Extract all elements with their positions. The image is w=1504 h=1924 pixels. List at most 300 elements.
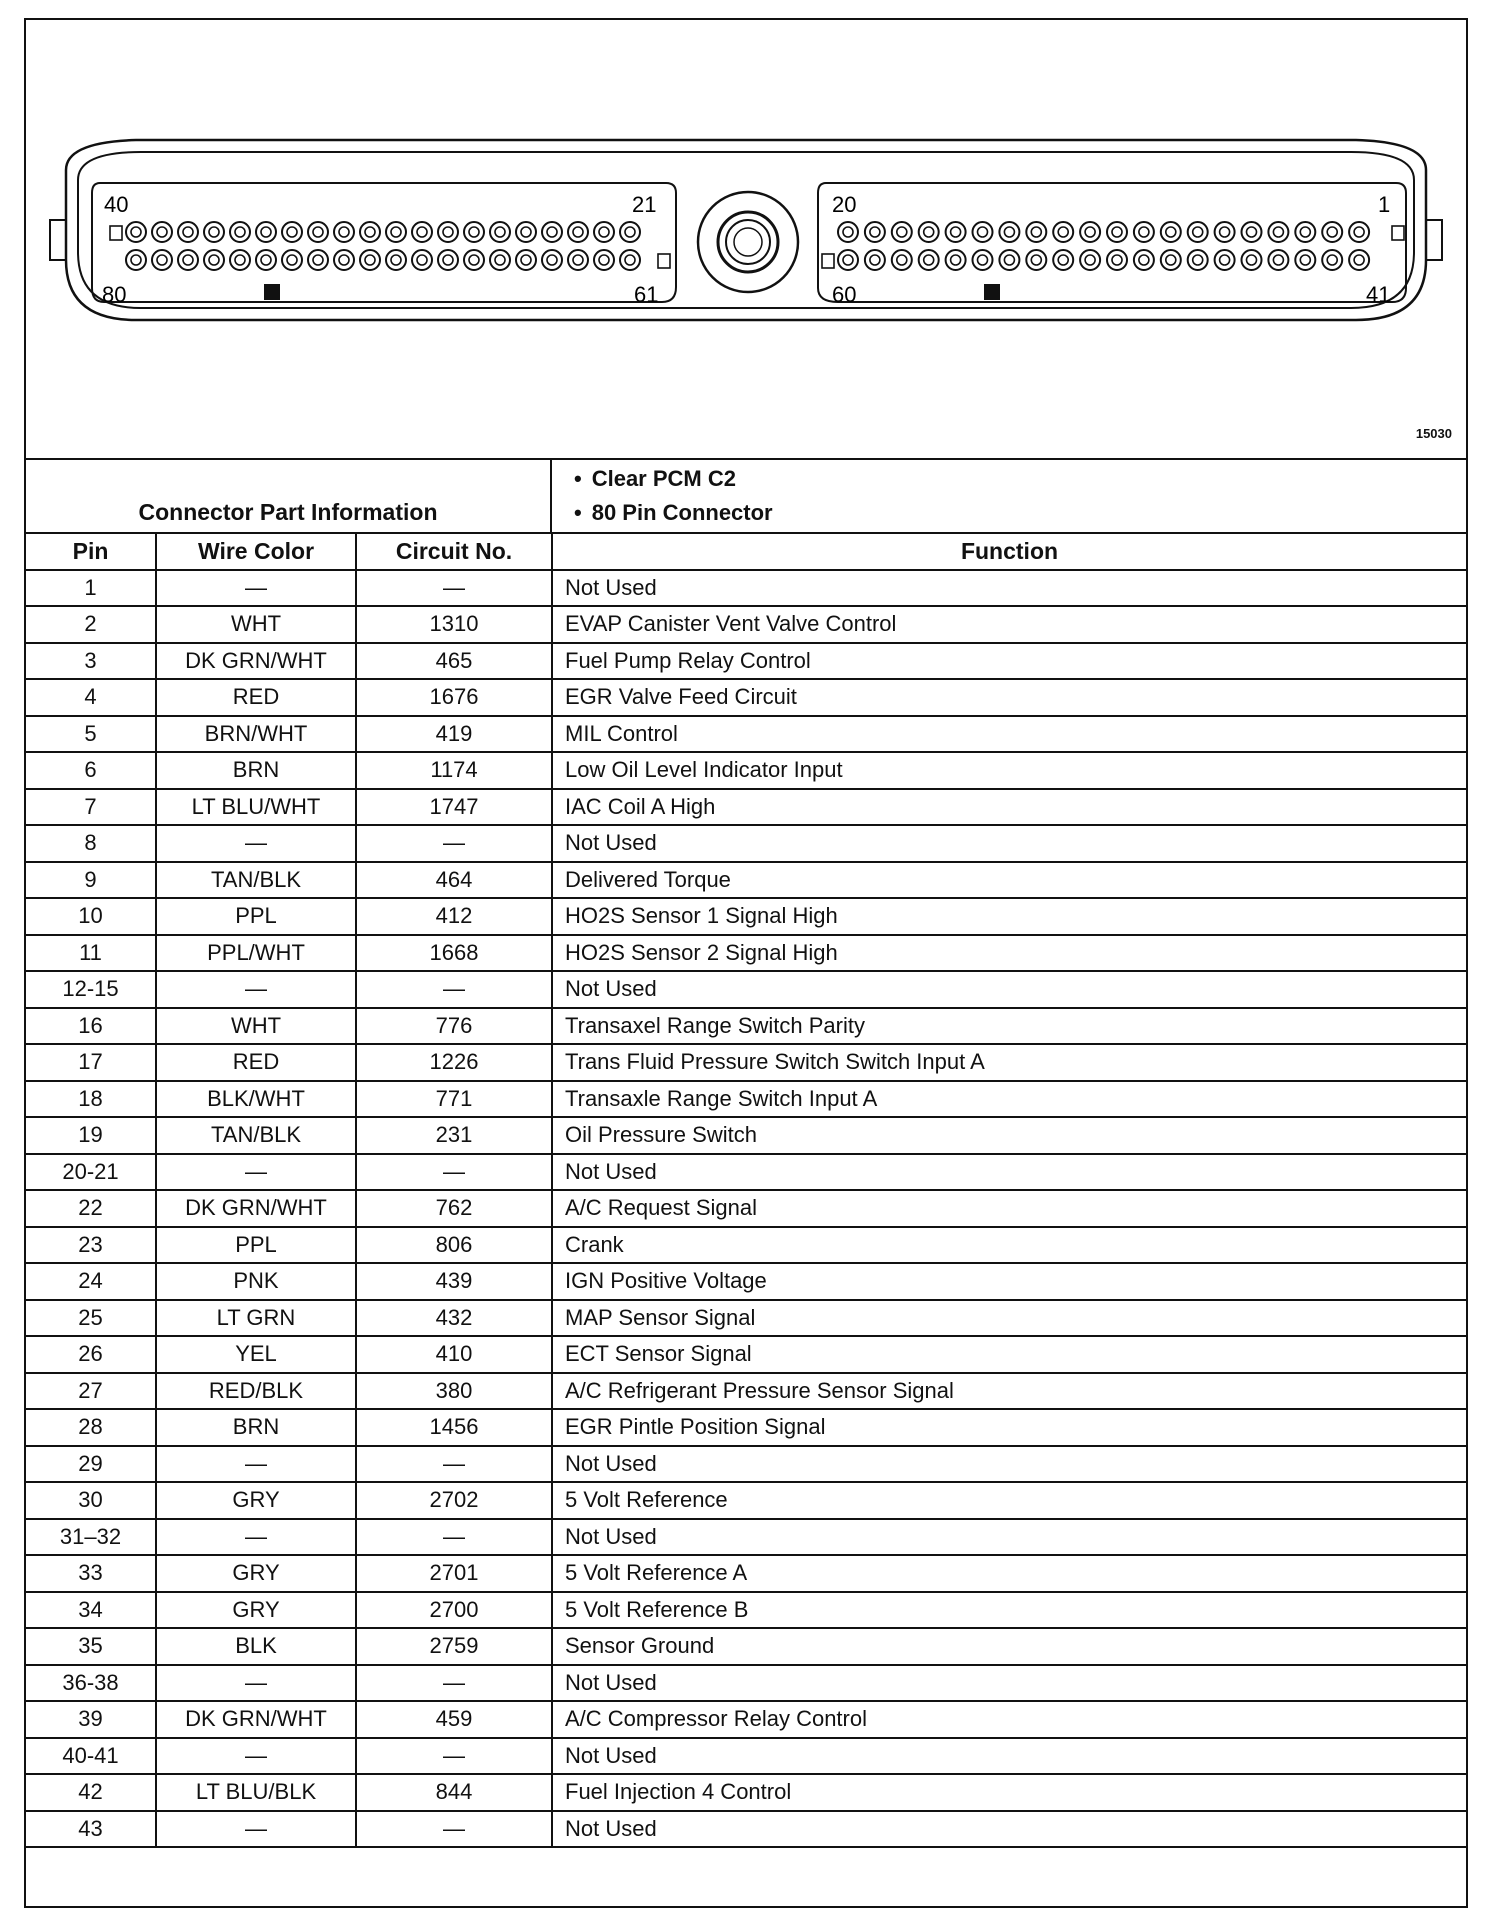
cell-circuit-no: 2701 [356, 1555, 552, 1592]
part-info-title: Connector Part Information [138, 499, 438, 525]
pin-socket [919, 250, 939, 270]
cell-function: Not Used [552, 1154, 1466, 1191]
cell-wire-color: BLK/WHT [156, 1081, 356, 1118]
pin-socket [865, 222, 885, 242]
cell-wire-color: — [156, 825, 356, 862]
pin-socket-core [573, 255, 583, 265]
cell-circuit-no: 1226 [356, 1044, 552, 1081]
pin-socket-core [843, 227, 853, 237]
pin-socket [1215, 222, 1235, 242]
header-pin: Pin [26, 533, 156, 570]
pin-socket [999, 250, 1019, 270]
pin-socket [999, 222, 1019, 242]
cell-wire-color: BLK [156, 1628, 356, 1665]
pin-socket-core [924, 227, 934, 237]
pin-socket-core [625, 255, 635, 265]
cell-wire-color: PPL [156, 1227, 356, 1264]
cell-pin: 35 [26, 1628, 156, 1665]
cell-wire-color: — [156, 1519, 356, 1556]
cell-pin: 3 [26, 643, 156, 680]
cell-function: Fuel Injection 4 Control [552, 1774, 1466, 1811]
pin-socket-core [599, 255, 609, 265]
pin-socket-core [1058, 255, 1068, 265]
cell-circuit-no: 380 [356, 1373, 552, 1410]
pin-socket-core [443, 227, 453, 237]
table-row [26, 1701, 1466, 1738]
table-row [26, 1300, 1466, 1337]
pin-socket [386, 250, 406, 270]
part-info-cell [26, 458, 552, 532]
table-row [26, 1555, 1466, 1592]
connector-diagram [26, 20, 1466, 460]
pin-table [26, 532, 1466, 1848]
cell-wire-color: PPL/WHT [156, 935, 356, 972]
pin-socket [838, 250, 858, 270]
pin-socket-core [1139, 255, 1149, 265]
pin-socket-core [521, 255, 531, 265]
cell-function: Not Used [552, 1665, 1466, 1702]
header-function: Function [552, 533, 1466, 570]
cell-function: MIL Control [552, 716, 1466, 753]
pin-socket [1107, 222, 1127, 242]
cell-pin: 31–32 [26, 1519, 156, 1556]
cell-function: Not Used [552, 825, 1466, 862]
pin-socket-core [391, 227, 401, 237]
cell-circuit-no: 2759 [356, 1628, 552, 1665]
table-row [26, 971, 1466, 1008]
cell-function: EVAP Canister Vent Valve Control [552, 606, 1466, 643]
pin-socket-core [951, 255, 961, 265]
pin-socket-core [131, 227, 141, 237]
pin-socket [230, 250, 250, 270]
cell-function: EGR Valve Feed Circuit [552, 679, 1466, 716]
pin-socket-core [1112, 255, 1122, 265]
pin-socket-core [235, 227, 245, 237]
pin-label-40: 40 [104, 192, 129, 217]
pin-socket [620, 222, 640, 242]
pin-socket-core [924, 255, 934, 265]
cell-wire-color: BRN [156, 1409, 356, 1446]
table-row [26, 752, 1466, 789]
pin-socket [594, 222, 614, 242]
table-row [26, 1227, 1466, 1264]
cell-wire-color: — [156, 1665, 356, 1702]
pin-socket [946, 222, 966, 242]
pin-socket [1188, 250, 1208, 270]
pin-socket [126, 250, 146, 270]
cell-function: Not Used [552, 570, 1466, 607]
cell-pin: 39 [26, 1701, 156, 1738]
pin-socket-core [495, 227, 505, 237]
pin-socket [178, 250, 198, 270]
cell-wire-color: BRN [156, 752, 356, 789]
pin-socket [892, 250, 912, 270]
pin-socket-core [417, 227, 427, 237]
pin-label-20: 20 [832, 192, 857, 217]
cell-pin: 42 [26, 1774, 156, 1811]
pin-socket-core [1354, 255, 1364, 265]
pin-socket-core [183, 255, 193, 265]
cell-circuit-no: 1747 [356, 789, 552, 826]
cell-function: Crank [552, 1227, 1466, 1264]
table-row [26, 898, 1466, 935]
pin-socket-core [131, 255, 141, 265]
cell-pin: 6 [26, 752, 156, 789]
pin-label-80: 80 [102, 282, 127, 307]
figure-id: 15030 [1415, 426, 1452, 441]
cell-wire-color: PNK [156, 1263, 356, 1300]
cell-pin: 23 [26, 1227, 156, 1264]
cell-pin: 25 [26, 1300, 156, 1337]
pin-socket-core [547, 255, 557, 265]
table-row [26, 1336, 1466, 1373]
pin-socket-core [443, 255, 453, 265]
cell-function: IGN Positive Voltage [552, 1263, 1466, 1300]
pin-socket [1026, 222, 1046, 242]
pin-socket [946, 250, 966, 270]
pin-socket [126, 222, 146, 242]
pin-socket-core [1354, 227, 1364, 237]
cell-circuit-no: — [356, 1446, 552, 1483]
pin-socket [256, 222, 276, 242]
cell-circuit-no: — [356, 1154, 552, 1191]
table-row [26, 1044, 1466, 1081]
cell-pin: 43 [26, 1811, 156, 1848]
cell-wire-color: — [156, 570, 356, 607]
cell-wire-color: — [156, 1154, 356, 1191]
pin-socket [178, 222, 198, 242]
table-row [26, 825, 1466, 862]
table-row [26, 1482, 1466, 1519]
header-wire-color: Wire Color [156, 533, 356, 570]
pin-socket [204, 222, 224, 242]
cell-pin: 17 [26, 1044, 156, 1081]
pin-socket-core [469, 227, 479, 237]
pin-socket [360, 250, 380, 270]
cell-circuit-no: 776 [356, 1008, 552, 1045]
pin-socket-core [870, 227, 880, 237]
pin-socket [308, 222, 328, 242]
cell-function: Not Used [552, 1738, 1466, 1775]
pin-socket [892, 222, 912, 242]
pin-socket-core [1166, 227, 1176, 237]
pin-socket-core [843, 255, 853, 265]
pin-socket [620, 250, 640, 270]
cell-pin: 29 [26, 1446, 156, 1483]
pin-socket [865, 250, 885, 270]
cell-function: Transaxle Range Switch Input A [552, 1081, 1466, 1118]
pin-socket [334, 250, 354, 270]
cell-function: Delivered Torque [552, 862, 1466, 899]
pin-socket [1107, 250, 1127, 270]
table-row [26, 1811, 1466, 1848]
pin-socket-core [339, 255, 349, 265]
cell-wire-color: TAN/BLK [156, 1117, 356, 1154]
pin-socket [1026, 250, 1046, 270]
table-row [26, 789, 1466, 826]
pin-socket [1295, 222, 1315, 242]
cell-function: Sensor Ground [552, 1628, 1466, 1665]
pin-socket [973, 250, 993, 270]
pin-socket [1080, 222, 1100, 242]
pin-socket [1322, 250, 1342, 270]
table-row [26, 1373, 1466, 1410]
cell-circuit-no: 1310 [356, 606, 552, 643]
cell-circuit-no: 844 [356, 1774, 552, 1811]
cell-circuit-no: 432 [356, 1300, 552, 1337]
pin-socket-core [183, 227, 193, 237]
cell-pin: 18 [26, 1081, 156, 1118]
pin-socket-core [1220, 227, 1230, 237]
cell-circuit-no: 231 [356, 1117, 552, 1154]
cell-pin: 12-15 [26, 971, 156, 1008]
pin-socket [516, 250, 536, 270]
cell-function: Trans Fluid Pressure Switch Switch Input A [552, 1044, 1466, 1081]
pin-socket-core [1004, 227, 1014, 237]
pin-label-21: 21 [632, 192, 657, 217]
cell-pin: 28 [26, 1409, 156, 1446]
table-row [26, 1263, 1466, 1300]
pin-socket [1242, 222, 1262, 242]
pin-socket-core [1139, 227, 1149, 237]
cell-wire-color: YEL [156, 1336, 356, 1373]
pin-socket [1134, 250, 1154, 270]
cell-function: HO2S Sensor 1 Signal High [552, 898, 1466, 935]
cell-pin: 40-41 [26, 1738, 156, 1775]
pin-socket [919, 222, 939, 242]
pin-socket-core [391, 255, 401, 265]
cell-circuit-no: 1174 [356, 752, 552, 789]
cell-circuit-no: — [356, 570, 552, 607]
table-row [26, 1154, 1466, 1191]
cell-wire-color: LT GRN [156, 1300, 356, 1337]
cell-function: HO2S Sensor 2 Signal High [552, 935, 1466, 972]
pin-socket [412, 222, 432, 242]
pin-socket-core [495, 255, 505, 265]
pin-socket-core [1085, 227, 1095, 237]
pin-socket [464, 250, 484, 270]
cell-pin: 2 [26, 606, 156, 643]
cell-wire-color: BRN/WHT [156, 716, 356, 753]
pin-socket-core [313, 255, 323, 265]
cell-function: Not Used [552, 971, 1466, 1008]
cell-pin: 5 [26, 716, 156, 753]
part-info-row [26, 458, 1466, 534]
cell-wire-color: DK GRN/WHT [156, 643, 356, 680]
pin-socket-core [417, 255, 427, 265]
cell-function: Low Oil Level Indicator Input [552, 752, 1466, 789]
cell-circuit-no: 464 [356, 862, 552, 899]
pin-socket-core [157, 255, 167, 265]
pin-socket [516, 222, 536, 242]
pin-socket [438, 250, 458, 270]
pin-socket-core [547, 227, 557, 237]
pin-socket-core [573, 227, 583, 237]
cell-pin: 1 [26, 570, 156, 607]
cell-wire-color: — [156, 971, 356, 1008]
cell-function: 5 Volt Reference A [552, 1555, 1466, 1592]
pin-socket-core [287, 227, 297, 237]
pin-socket-core [897, 227, 907, 237]
pin-socket [1053, 222, 1073, 242]
cell-wire-color: GRY [156, 1592, 356, 1629]
pin-socket-core [897, 255, 907, 265]
pin-label-61: 61 [634, 282, 659, 307]
pin-socket [308, 250, 328, 270]
cell-circuit-no: 2700 [356, 1592, 552, 1629]
cell-wire-color: RED/BLK [156, 1373, 356, 1410]
pin-socket [1268, 250, 1288, 270]
cell-function: 5 Volt Reference [552, 1482, 1466, 1519]
pin-label-41: 41 [1366, 282, 1391, 307]
header-circuit-no: Circuit No. [356, 533, 552, 570]
cell-wire-color: GRY [156, 1555, 356, 1592]
pin-socket [256, 250, 276, 270]
connector-sheet [24, 18, 1468, 1908]
cell-pin: 9 [26, 862, 156, 899]
cell-function: Transaxel Range Switch Parity [552, 1008, 1466, 1045]
pin-socket [490, 250, 510, 270]
table-row [26, 935, 1466, 972]
pin-socket-core [365, 255, 375, 265]
table-row [26, 1738, 1466, 1775]
cell-function: MAP Sensor Signal [552, 1300, 1466, 1337]
cell-pin: 19 [26, 1117, 156, 1154]
table-row [26, 1519, 1466, 1556]
cell-circuit-no: — [356, 1738, 552, 1775]
pin-socket-core [261, 227, 271, 237]
pin-socket-core [521, 227, 531, 237]
cell-wire-color: TAN/BLK [156, 862, 356, 899]
pin-socket [490, 222, 510, 242]
pin-socket [386, 222, 406, 242]
table-row [26, 1117, 1466, 1154]
cell-circuit-no: — [356, 825, 552, 862]
pin-socket [1134, 222, 1154, 242]
pin-socket-core [157, 227, 167, 237]
pin-socket-core [261, 255, 271, 265]
part-info-bullet: • Clear PCM C2 [574, 462, 773, 496]
cell-wire-color: DK GRN/WHT [156, 1190, 356, 1227]
pin-socket [1161, 250, 1181, 270]
pin-socket [594, 250, 614, 270]
pin-socket-core [287, 255, 297, 265]
connector-face-illustration [26, 20, 1466, 458]
pin-socket [1268, 222, 1288, 242]
cell-circuit-no: 1676 [356, 679, 552, 716]
pin-socket-core [1004, 255, 1014, 265]
pin-socket-core [1273, 255, 1283, 265]
pin-socket [412, 250, 432, 270]
cell-pin: 22 [26, 1190, 156, 1227]
cell-pin: 27 [26, 1373, 156, 1410]
cell-circuit-no: — [356, 1665, 552, 1702]
cell-function: A/C Refrigerant Pressure Sensor Signal [552, 1373, 1466, 1410]
cell-function: Not Used [552, 1811, 1466, 1848]
pin-socket-core [1085, 255, 1095, 265]
pin-socket [1295, 250, 1315, 270]
cell-circuit-no: 410 [356, 1336, 552, 1373]
cell-circuit-no: 1456 [356, 1409, 552, 1446]
pin-socket-core [1247, 227, 1257, 237]
pin-socket-core [1031, 255, 1041, 265]
pin-socket [360, 222, 380, 242]
cell-circuit-no: 1668 [356, 935, 552, 972]
cell-circuit-no: — [356, 1811, 552, 1848]
cell-wire-color: WHT [156, 606, 356, 643]
pin-label-1: 1 [1378, 192, 1391, 217]
pin-socket-core [1031, 227, 1041, 237]
pin-socket [1349, 250, 1369, 270]
pin-socket [542, 222, 562, 242]
table-row [26, 606, 1466, 643]
pin-socket [1080, 250, 1100, 270]
cell-circuit-no: — [356, 1519, 552, 1556]
pin-socket-core [235, 255, 245, 265]
cell-wire-color: — [156, 1811, 356, 1848]
table-row [26, 1665, 1466, 1702]
pin-socket-core [1166, 255, 1176, 265]
pin-socket [1349, 222, 1369, 242]
table-row [26, 643, 1466, 680]
pin-socket [464, 222, 484, 242]
cell-circuit-no: 806 [356, 1227, 552, 1264]
pin-socket-core [209, 227, 219, 237]
pin-socket [282, 222, 302, 242]
cell-pin: 4 [26, 679, 156, 716]
cell-circuit-no: 2702 [356, 1482, 552, 1519]
cell-wire-color: — [156, 1446, 356, 1483]
cell-circuit-no: 439 [356, 1263, 552, 1300]
cell-function: Not Used [552, 1446, 1466, 1483]
cell-pin: 24 [26, 1263, 156, 1300]
table-row [26, 570, 1466, 607]
pin-socket-core [978, 255, 988, 265]
pin-label-60: 60 [832, 282, 857, 307]
cell-wire-color: RED [156, 679, 356, 716]
cell-wire-color: GRY [156, 1482, 356, 1519]
pin-socket [1215, 250, 1235, 270]
cell-circuit-no: 465 [356, 643, 552, 680]
pin-socket [152, 222, 172, 242]
table-row [26, 1628, 1466, 1665]
pin-socket [973, 222, 993, 242]
pin-socket-core [599, 227, 609, 237]
pin-socket [1188, 222, 1208, 242]
cell-circuit-no: 459 [356, 1701, 552, 1738]
pin-table-header [26, 533, 1466, 570]
cell-pin: 11 [26, 935, 156, 972]
table-row [26, 1190, 1466, 1227]
pin-socket [1322, 222, 1342, 242]
pin-socket-core [1273, 227, 1283, 237]
cell-pin: 7 [26, 789, 156, 826]
cell-function: A/C Compressor Relay Control [552, 1701, 1466, 1738]
pin-socket-core [365, 227, 375, 237]
cell-pin: 8 [26, 825, 156, 862]
part-info-bullet: • 80 Pin Connector [574, 496, 773, 530]
cell-wire-color: — [156, 1738, 356, 1775]
pin-socket-core [951, 227, 961, 237]
cell-circuit-no: 419 [356, 716, 552, 753]
pin-socket [1242, 250, 1262, 270]
pin-socket [1161, 222, 1181, 242]
pin-socket [204, 250, 224, 270]
cell-function: Oil Pressure Switch [552, 1117, 1466, 1154]
table-row [26, 1446, 1466, 1483]
pin-socket-core [1327, 227, 1337, 237]
pin-socket-core [1193, 227, 1203, 237]
